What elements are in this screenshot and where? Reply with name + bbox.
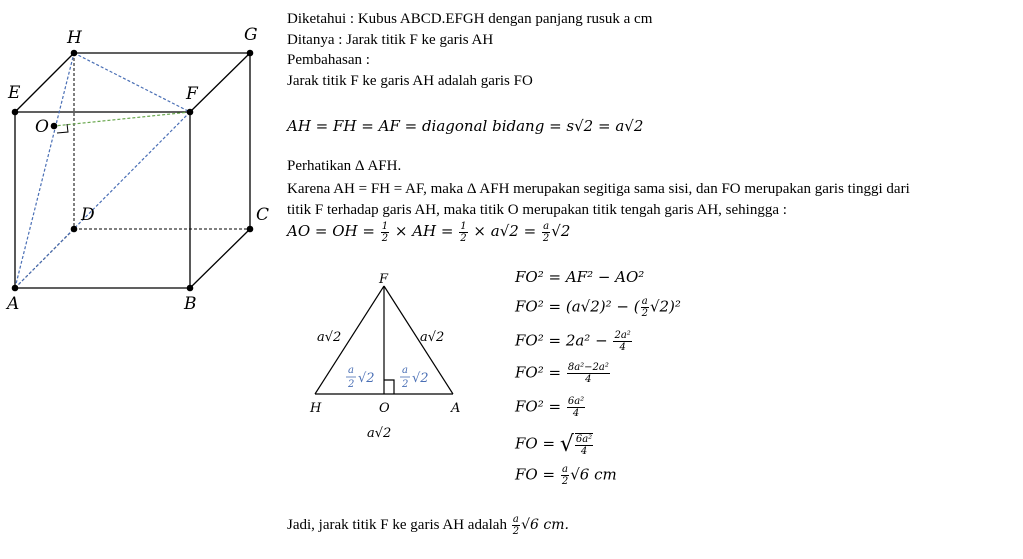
text-ditanya: Ditanya : Jarak titik F ke garis AH [287,32,494,48]
equation-7: FO = $\frac{a}{2}$ √6 cm [515,464,617,487]
tri-label-H: H [310,401,322,416]
tri-half-left-den: 2 [348,379,355,390]
cube-diagram [0,0,280,320]
edge-GF [190,53,250,112]
label-H: H [67,28,82,48]
text-pembahasan: Pembahasan : [287,52,370,68]
label-O: O [35,117,49,137]
tri-side-right: a√2 [420,330,445,345]
edge-EH [15,53,74,112]
equation-3: FO² = 2a² − $\frac{\text{2a²}}{4}$ [515,330,631,353]
tri-half-left-root: √2 [358,371,375,386]
label-C: C [256,205,270,225]
equation-1: FO² = AF² − AO² [515,268,645,286]
label-A: A [7,294,20,314]
text-jarak: Jarak titik F ke garis AH adalah garis FO [287,73,533,89]
segment-AH [15,53,74,288]
tri-label-O: O [379,401,390,416]
segment-HF [74,53,190,112]
text-perhatikan: Perhatikan Δ AFH. [287,158,402,174]
tri-label-F: F [379,272,389,287]
tri-base: a√2 [367,426,392,441]
text-ao-oh: AO = OH = $\frac{1}{2}$ × AH = $\frac{1}{2}$ × a√2 = $\frac{a}{2}$ √2 [287,220,571,244]
equation-5: FO² = $\frac{\text{6a²}}{4}$ [515,396,585,419]
tri-half-left-num: a [348,365,354,376]
label-E: E [8,83,21,103]
tri-half-right-num: a [402,365,408,376]
label-D: D [81,205,95,225]
label-G: G [244,25,258,45]
tri-label-A: A [451,401,461,416]
text-karena-1: Karena AH = FH = AF, maka Δ AFH merupakan segitiga sama sisi, dan FO merupakan garis tinggi dari [287,181,910,197]
equation-6: FO = √ $\frac{\text{6a²}}{4}$ [515,432,593,457]
equation-2: FO² = (a√2)² − ( $\frac{a}{2}$ √2)² [515,296,681,319]
tri-half-right-den: 2 [402,379,409,390]
text-karena-2: titik F terhadap garis AH, maka titik O merupakan titik tengah garis AH, sehingga : [287,202,787,218]
equation-4: FO² = $\frac{\text{8a²−2a²}}{4}$ [515,362,609,385]
text-conclusion: Jadi, jarak titik F ke garis AH adalah $\frac{a}{2}$ √6 cm. [287,514,569,538]
label-B: B [184,294,197,314]
tri-side-left: a√2 [317,330,342,345]
label-F: F [186,84,198,104]
triangle-afh-diagram [300,266,500,446]
tri-half-right-root: √2 [412,371,429,386]
text-diagonal: AH = FH = AF = diagonal bidang = s√2 = a√2 [287,117,644,135]
text-diketahui: Diketahui : Kubus ABCD.EFGH dengan panjang rusuk a cm [287,11,653,27]
edge-CB [190,229,250,288]
segment-AF [15,112,190,288]
